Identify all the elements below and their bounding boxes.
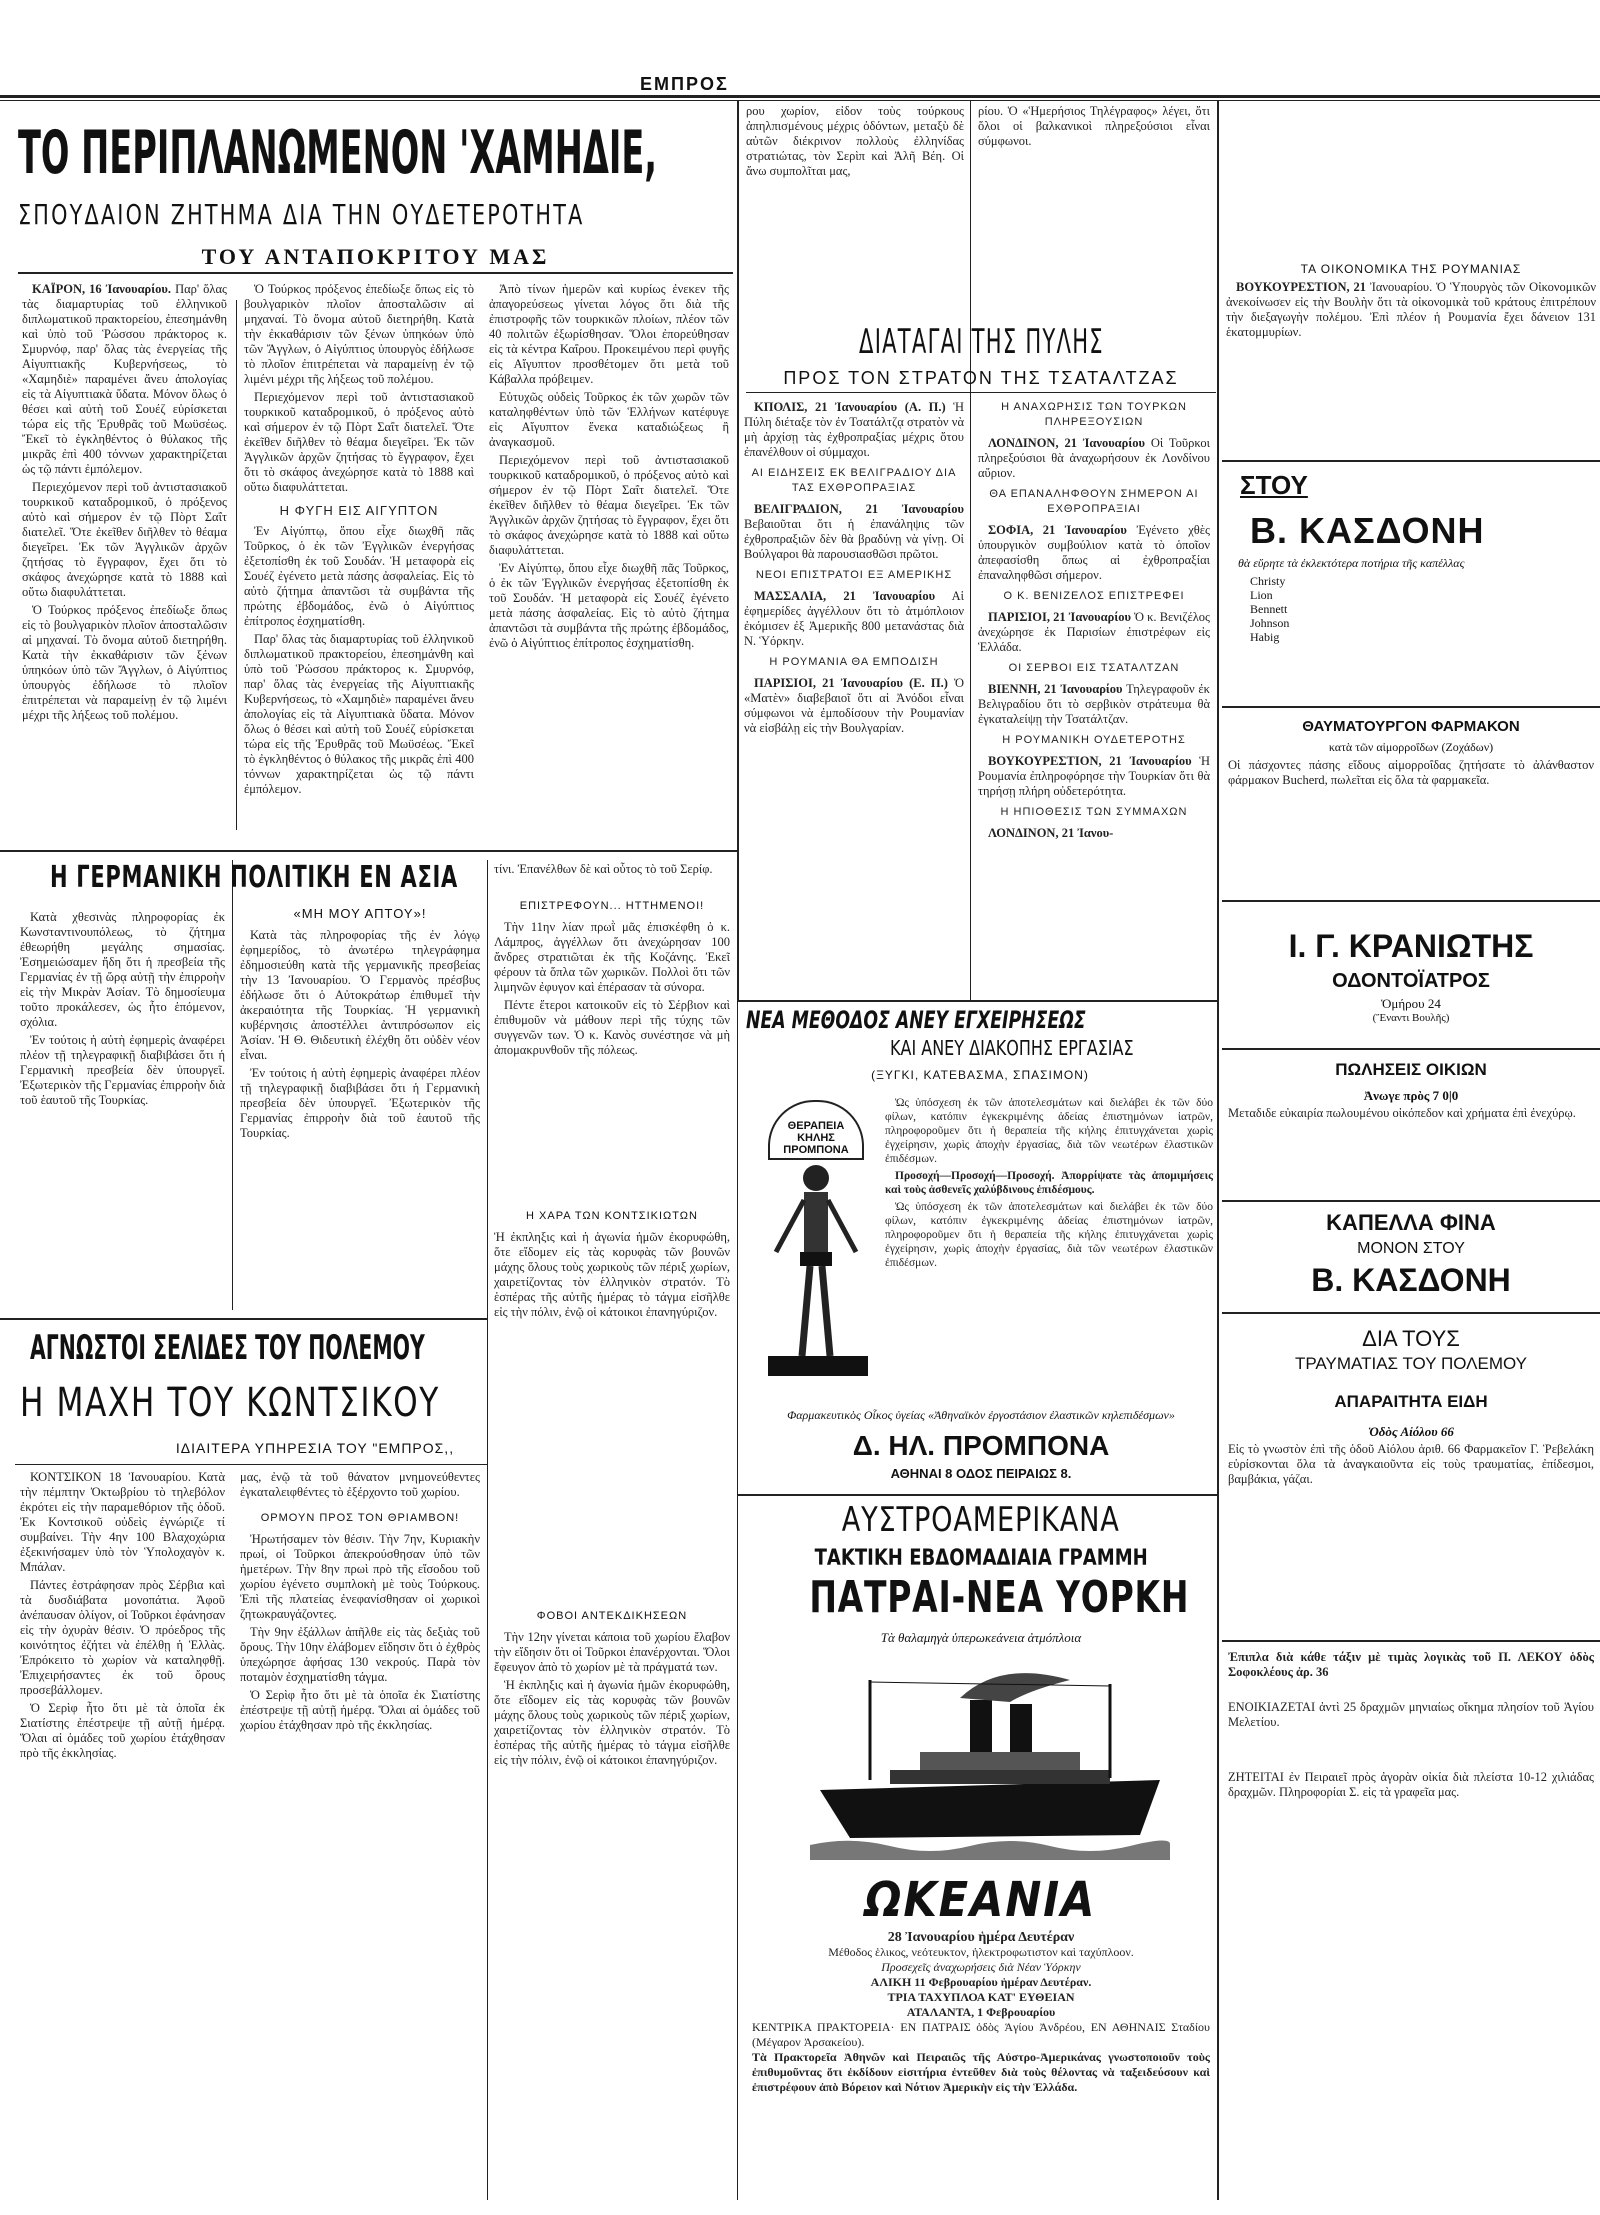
byline: ΤΟΥ ΑΝΤΑΠΟΚΡΙΤΟΥ ΜΑΣ: [201, 244, 550, 269]
romania-finance-text: ΒΟΥΚΟΥΡΕΣΤΙΟΝ, 21 Ἰανουαρίου. Ὁ Ὑπουργὸς τῶν Οἰκονομικῶν ἀνεκοίνωσεν εἰς τὴν Βουλὴν ὅτι τὰ οἰκονομικὰ τοῦ κράτους ἐπιτρέπουν τὴν διεξαγωγὴν πολέμου. Ἐπὶ πλέον ἡ Ρουμανία ἔχει δάνειον 131 ἑκατομμυρίων.: [1226, 280, 1596, 339]
heading-flight-egypt: Η ΦΥΓΗ ΕΙΣ ΑΙΓΥΠΤΟΝ: [279, 503, 439, 518]
ad-dentist-address: Ὁμήρου 24: [1381, 996, 1441, 1011]
ad-house-sales-body: Μεταδιδε εὐκαιρία πωλουμένου οἰκόπεδον καὶ χρήματα ἐπὶ ἐνεχύρῳ.: [1228, 1106, 1576, 1120]
ad-miracle-drug-body: Οἱ πάσχοντες πάσης εἴδους αἱμορροΐδας ζητήσατε τὸ ἀλάνθαστον φάρμακον Bucherd, πωλεῖται εἰς ὅλα τὰ φαρμακεῖα.: [1228, 758, 1594, 787]
ad-hats-only: ΜΟΝΟΝ ΣΤΟΥ: [1357, 1240, 1465, 1257]
heading-joy-kontsikiotes: Η ΧΑΡΑ ΤΩΝ ΚΟΝΤΣΙΚΙΩΤΩΝ: [526, 1210, 698, 1222]
german-policy-col2: Κατὰ τὰς πληροφορίας τῆς ἐν λόγῳ ἐφημερίδος, τὸ ἀνωτέρω τηλεγράφημα ἐδημοσιεύθη κατὰ τῆς γερμανικῆς πρεσβείας τὴν 13 Ἰανουαρίου. Ὁ Γερμανὸς πρέσβυς ἐδήλωσε ὅτι ὁ Αὐτοκράτωρ ἐπιθυμεῖ τὴν ἀκεραιότητα τῆς Τουρκίας. Ἡ γερμανικὴ κυβέρνησις ἀποστέλλει ἀντιπρόσωπον εἰς Ἀσίαν. Ἡ Θ. Θιδευτικὴ ἐλέχθη ὅτι οὐδὲν νέον εἶναι. Ἐν τούτοις ἡ αὐτὴ ἐφημερὶς ἀναφέρει πλέον τῇ τηλεγραφικῇ διαβιβάσει ὅτι ἡ Γερμανικὴ πρεσβεία δὲν ὑπουργεῖ. Ἐξωτερικὸν τῆς Γερμανίας ἐπιρροὴν διὰ τοῦ ἑαυτοῦ τῆς Τουρκίας.: [240, 928, 480, 1140]
battle-col2-top: μας, ἐνῷ τὰ τοῦ θάνατον μνημονεύθεντες ἐγκαταλειφθέντες τὸ ἐξέρχοντο τοῦ χωρίου.: [240, 1470, 480, 1499]
ad-ship-company: ΑΥΣΤΡΟΑΜΕΡΙΚΑΝΑ: [842, 1500, 1120, 1540]
heading-noli-me-tangere: «ΜΗ ΜΟΥ ΑΠΤΟΥ»!: [293, 906, 427, 921]
ad-dentist-address2: (Ἔναντι Βουλῆς): [1372, 1012, 1450, 1024]
col3-continuation: τίνι. Ἐπανέλθων δὲ καὶ οὗτος τὸ τοῦ Σερίφ.: [494, 862, 713, 876]
ad-dentist-name: Ι. Γ. ΚΡΑΝΙΩΤΗΣ: [1288, 928, 1534, 964]
german-policy-col1: Κατὰ χθεσινὰς πληροφορίας ἐκ Κωνσταντινουπόλεως, τὸ ζήτημα ἐθεωρήθη μεγάλης σημασίας. Ἐσημειώσαμεν ἤδη ὅτι ἡ πρεσβεία τῆς Γερμανίας ἐν τῇ ὥρᾳ αὐτῇ τὴν ἐπιρροὴν εἰς τὴν Μικρὰν Ἀσίαν. Τὸ δημοσίευμα τοῦτο προκάλεσεν, ὡς ἦτο ἑπόμενον, σχόλια. Ἐν τούτοις ἡ αὐτὴ ἐφημερὶς ἀναφέρει πλέον τῇ τηλεγραφικῇ διαβιβάσει ὅτι ἡ Γερμανικὴ πρεσβεία δὲν ὑπουργεῖ. Ἐξωτερικὸν τῆς Γερμανίας ἐπιρροὴν διὰ τοῦ ἑαυτοῦ τῆς Τουρκίας.: [20, 910, 225, 1107]
ad-ship-details: 28 Ἰανουαρίου ἡμέρα Δευτέραν Μέθοδος ἑλικος, νεότευκτον, ἠλεκτροφωτιστον καὶ ταχύπλοον. Προσεχεῖς ἀναχωρήσεις διὰ Νέαν Ὑόρκην ΑΛΙΚΗ 11 Φεβρουαρίου ἡμέραν Δευτέραν. ΤΡΙΑ ΤΑΧΥΠΛΟΑ ΚΑΤ' ΕΥΘΕΙΑΝ ΑΤΑΛΑΝΤΑ, 1 Φεβρουαρίου ΚΕΝΤΡΙΚΑ ΠΡΑΚΤΟΡΕΙΑ· ΕΝ ΠΑΤΡΑΙΣ ὁδὸς Ἁγίου Ἀνδρέου, ΕΝ ΑΘΗΝΑΙΣ Σταδίου (Μέγαρον Ἀρσακείου). Τὰ Πρακτορεῖα Ἀθηνῶν καὶ Πειραιῶς τῆς Αὐστρο-Ἀμερικάνας γνωστοποιοῦν τοὺς ἐπιθυμοῦντας ὅτι ἐκδίδουν εἰσιτήρια ἐντεῦθεν διὰ τοὺς θέλοντας νὰ ταξειδεύσουν καὶ ἐπιστρέφουν ἀπὸ Βόρειον καὶ Νότιον Ἀμερικὴν εἰς τὴν Ἑλλάδα.: [752, 1930, 1210, 2094]
ad-ship-subtitle: Τὰ θαλαμηγὰ ὑπερωκεάνεια ἀτμόπλοια: [880, 1630, 1082, 1645]
heading-fear-reprisals: ΦΟΒΟΙ ΑΝΤΕΚΔΙΚΗΣΕΩΝ: [536, 1610, 688, 1622]
ad-kasdoni-name: Β. ΚΑΣΔΟΝΗ: [1250, 510, 1485, 551]
heading-rush-triumph: ΟΡΜΟΥΝ ΠΡΟΣ ΤΟΝ ΘΡΙΑΜΒΟΝ!: [260, 1512, 460, 1524]
ad-hats-title: ΚΑΠΕΛΛΑ ΦΙΝΑ: [1326, 1210, 1496, 1235]
ad-method-footer: Φαρμακευτικὸς Οἶκος ὑγείας «Ἀθηναϊκὸν ἐργοστάσιον ἐλαστικῶν κηλεπιδέσμων»: [787, 1408, 1175, 1422]
ad-furniture: Ἐπιπλα διὰ κάθε τάξιν μὲ τιμὰς λογικὰς τοῦ Π. ΛΕΚΟΥ ὁδὸς Σοφοκλέους ἀρ. 36: [1228, 1650, 1594, 1679]
heading-porte-orders: ΔΙΑΤΑΓΑΙ ΤΗΣ ΠΥΛΗΣ: [858, 322, 1104, 362]
ad-wounded-body: Εἰς τὸ γνωστὸν ἐπὶ τῆς ὁδοῦ Αἰόλου ἀριθ. 66 Φαρμακεῖον Γ. Ῥεβελάκη εὑρίσκονται ὅλα τὰ ἀναγκαιοῦντα εἰς τοὺς τραυματίας, ἐπίδεσμοι, βαμβάκια, γάζαι.: [1228, 1442, 1594, 1486]
ad-wounded-3: ΑΠΑΡΑΙΤΗΤΑ ΕΙΔΗ: [1334, 1392, 1488, 1411]
ad-wounded-4: Ὁδὸς Αἰόλου 66: [1368, 1424, 1454, 1439]
ad-stou-label: ΣΤΟΥ: [1240, 470, 1308, 500]
article-hamidie-col3: Ἀπὸ τίνων ἡμερῶν καὶ κυρίως ἐνεκεν τῆς ἀπαγορεύσεως γίνεται λόγος ὅτι διὰ τῆς ἐπιστροφῆς τῶν τουρκικῶν πλοίων, πλέον τῶν 40 πολιτῶν ἐξωρίσθησαν. Ὅλοι ἐπορεύθησαν εἰς τὰ κέντρα Καΐρου. Προκειμένου περὶ φυγῆς εἰς Αἴγυπτον προσθέτομεν ὅτι μετὰ τοῦ Κάβαλλα πρόβειμεν. Εὐτυχῶς οὐδεὶς Τοῦρκος ἐκ τῶν χωρῶν τῶν καταληφθέντων ὑπὸ τῶν Ἑλλήνων κατέφυγε εἰς Αἴγυπτον ἕνεκα καταδιώξεως ἢ ἀναγκασμοῦ. Περιεχόμενον περὶ τοῦ ἀντιστασιακοῦ τουρκικοῦ καταδρομικοῦ, ὁ πρόξενος αὐτὸ καὶ σήμερον ἐν τῷ Πὸρτ Σαΐτ διατελεῖ. Ὅτε ἐκεῖθεν διῆλθεν τὸ θέαμα διεγεῖρει. Ἐκ τῶν Ἀγγλικῶν ἀρχῶν ζητήσας τὸ ἔγγραφον, ἔχει ὅτι τὸ σκάφος ἀνεχώρησε κατὰ τὸ 1888 καὶ οὕτω διαφυλάττεται. Ἐν Αἰγύπτῳ, ὅπου εἶχε διωχθῆ πᾶς Τοῦρκος, ὁ ἐκ τῶν Ἐγγλικῶν ἐνεργήσας ἐξετοπίσθη ἐκ τοῦ Σουδάν. Ἡ μεταφορὰ εἰς Σουέζ ἐγένετο μετὰ πάσης ἀσφαλείας. Εἰς τὸ αὐτὸ ζήτημα ἀπαντῶσι τὰ συμβάντα τῆς πρώτης ἐβδομάδος, ἐνῶ ὁ Αἰγύπτιος ἐπίτροπος ἐσχηματίσθη.: [489, 282, 729, 650]
ad-method-types: (ΞΥΓΚΙ, ΚΑΤΕΒΑΣΜΑ, ΣΠΑΣΙΜΟΝ): [871, 1068, 1089, 1082]
article-hamidie-col2: Ὁ Τούρκος πρόξενος ἐπεδίωξε ὅπως εἰς τὸ βουλγαρικὸν πλοῖον ἀποσταλῶσιν αἱ μηχαναί. Τὸ ὄνομα αὐτοῦ διετηρήθη. Κατὰ τὴν ἐκκαθάρισιν τῶν ξένων ὑπηκόων ὑπὸ τῶν Ἄγγλων, ὁ Αἰγύπτιος ὑπουργὸς ἐδήλωσε τὸ πλοῖον ἐπιτρέπεται νὰ παραμείνῃ ἐν τῷ λιμένι μέχρι τῆς λήξεως τοῦ πολέμου. Περιεχόμενον περὶ τοῦ ἀντιστασιακοῦ τουρκικοῦ καταδρομικοῦ, ὁ πρόξενος αὐτὸ καὶ σήμερον ἐν τῷ Πὸρτ Σαΐτ διατελεῖ. Ὅτε ἐκεῖθεν διῆλθεν τὸ θέαμα διεγεῖρει. Ἐκ τῶν Ἀγγλικῶν ἀρχῶν ζητήσας τὸ ἔγγραφον, ἔχει ὅτι τὸ σκάφος ἀνεχώρησε κατὰ τὸ 1888 καὶ οὕτω διαφυλάττεται. Η ΦΥΓΗ ΕΙΣ ΑΙΓΥΠΤΟΝ Ἐν Αἰγύπτῳ, ὅπου εἶχε διωχθῆ πᾶς Τοῦρκος, ὁ ἐκ τῶν Ἐγγλικῶν ἐνεργήσας ἐξετοπίσθη ἐκ τοῦ Σουδάν. Ἡ μεταφορὰ εἰς Σουέζ ἐγένετο μετὰ πάσης ἀσφαλείας. Εἰς τὸ αὐτὸ ζήτημα ἀπαντῶσι τὰ συμβάντα τῆς πρώτης ἐβδομάδος, ἐνῶ ὁ Αἰγύπτιος ἐπίτροπος ἐσχηματίσθη. Παρ' ὅλας τὰς διαμαρτυρίας τοῦ ἑλληνικοῦ διπλωματικοῦ πρακτορείου, ἐπεσημάνθη καὶ ὑπὸ τοῦ Ῥώσσου πράκτορος κ. Σμυρνόφ, παρ' ὅλας τὰς ἐνεργείας τῆς Αἰγυπτιακῆς Κυβερνήσεως, τὸ «Χαμηδιὲ» παραμένει ἄνευ ἀπολογίας εἰς τὰ Αἰγυπτιακὰ ὕδατα. Μόνον ὅλως ὁ θέσει καὶ αὐτὴ τοῦ Σουέζ εὑρίσκεται τώρα εἰς τῆς Ἐρυθρᾶς τοῦ Μωϋσέως. Ἔκεῖ τὸ ἐγκληθέντος ὁ θύλακος τῆς μικρᾶς ἐπὶ 400 τόννων χαρακτηρίζεται ὡς τῷ πάντι ἐμπόλεμον.: [244, 282, 474, 796]
ad-ship-name: ΩΚΕΑΝΙΑ: [865, 1872, 1097, 1928]
ad-miracle-drug-title: ΘΑΥΜΑΤΟΥΡΓΟΝ ΦΑΡΜΑΚΟΝ: [1302, 718, 1520, 735]
ad-miracle-drug-sub: κατὰ τῶν αἱμορροΐδων (Ζοχάδων): [1328, 740, 1494, 754]
hernia-illustration: [760, 1096, 875, 1386]
ad-dentist-title: ΟΔΟΝΤΟΪΑΤΡΟΣ: [1332, 970, 1490, 992]
battle-col2: Ἠρωτήσαμεν τὸν θέσιν. Τὴν 7ην, Κυριακὴν πρωί, οἱ Τοῦρκοι ἀπεκρούσθησαν ὑπὸ τῶν ἡμετέρων. Τὴν 8ην πρωὶ πρὸ τῆς εἴσοδου τοῦ χωρίου ἐγένετο συμπλοκὴ μὲ τοὺς Τούρκους. Ἐπὶ τῆς πλατείας ἐνεφανίσθησαν οἱ χωρικοὶ ζητωκραυγάζοντες. Τὴν 9ην ἐξάλλων ἀπῆλθε εἰς τὰς δεξιὰς τοῦ ὄρους. Τὴν 10ην ἐλάβομεν εἴδησιν ὅτι ὁ ἐχθρὸς ὑπεχώρησε ἀφήσας 130 νεκρούς. Παρὰ τὸν ποταμὸν ἐσχηματίσθη τάγμα. Ὁ Σερὶφ ἦτο ὅτι μὲ τὰ ὁποῖα ἐκ Σιατίστης ἐπέστρεψε τῇ αὐτῇ ἡμέρᾳ. Ὅλαι αἱ ὁμάδες τοῦ χωρίου ἐτάχθησαν πρὸ τῆς ἐκκλησίας.: [240, 1532, 480, 1732]
col4-top-text: ρου χωρίον, εἰδον τοὺς τούρκους ἀπηλπισμένους μέχρις ὀδόντων, μεταξὺ δὲ αὐτῶν διέκρινον πολλοὺς ἐλληνίδας στρατιώτας, τὸν Σερὶπ καὶ Ἀλῆ Βέη. Οἱ ἄνω συμπολῖται μας,: [746, 104, 964, 178]
steamship-icon: [810, 1660, 1170, 1860]
subhead-tsataltza: ΠΡΟΣ ΤΟΝ ΣΤΡΑΤΟΝ ΤΗΣ ΤΣΑΤΑΛΤΖΑΣ: [783, 368, 1179, 388]
heading-german-policy: Η ΓΕΡΜΑΝΙΚΗ ΠΟΛΙΤΙΚΗ ΕΝ ΑΣΙΑ: [50, 860, 458, 895]
ad-method-heading: ΝΕΑ ΜΕΘΟΔΟΣ ΑΝΕΥ ΕΓΧΕΙΡΗΣΕΩΣ: [746, 1006, 1086, 1034]
battle-col1: ΚΟΝΤΣΙΚΟΝ 18 Ἰανουαρίου. Κατὰ τὴν πέμπτην Ὀκτωβρίου τὸ τηλεβόλον ἐκρότει εἰς τὴν παραμεθόριον τῆς ὁδοῦ. Ἐκ Κοντσικοῦ οὐδεὶς ἐγνώριζε τί συμβαίνει. Τὴν 4ην 100 Βλαχοχώρια ἐξεκινήσαμεν ὑπὸ τὸν Ὑπολοχαγὸν κ. Μπάλαν. Πάντες ἐστράφησαν πρὸς Σέρβια καὶ τὰ δυσδιάβατα μονοπάτια. Ἀφοῦ ἀνέπαυσαν ὀλίγον, οἱ Τοῦρκοι ἐφάνησαν εἰς τὴν ὀχυρὰν θέσιν. Ὁ πρόεδρος τῆς κοινότητος ἐζήτει νὰ ἐπέλθῃ ἡ Ἑλλὰς. Ἐπρόκειτο τὸ χωρίον νὰ καταληφθῇ. Ἐπιχειρήσαντες ἐκ τοῦ ὄρους προσεβάλλομεν. Ὁ Σερὶφ ἦτο ὅτι μὲ τὰ ὁποῖα ἐκ Σιατίστης ἐπέστρεψε τῇ αὐτῇ ἡμέρᾳ. Ὅλαι αἱ ὁμάδες τοῦ χωρίου ἐτάχθησαν πρὸ τῆς ἐκκλησίας.: [20, 1470, 225, 1760]
ad-house-sales-head: Ἀνωγε πρὸς 7 0|0: [1363, 1088, 1459, 1103]
heading-special-service: ΙΔΙΑΙΤΕΡΑ ΥΠΗΡΕΣΙΑ ΤΟΥ "ΕΜΠΡΟΣ,,: [175, 1440, 455, 1456]
ship-illustration: [810, 1660, 1170, 1860]
article-hamidie-col1: ΚΑΪΡΟΝ, 16 Ἰανουαρίου. Παρ' ὅλας τὰς διαμαρτυρίας τοῦ ἑλληνικοῦ διπλωματικοῦ πρακτορείου, ἐπεσημάνθη καὶ ὑπὸ τοῦ Ῥώσσου πράκτορος κ. Σμυρνόφ, παρ' ὅλας τὰς ἐνεργείας τῆς Αἰγυπτιακῆς Κυβερνήσεως, τὸ «Χαμηδιὲ» παραμένει ἄνευ ἀπολογίας εἰς τὰ Αἰγυπτιακὰ ὕδατα. Μόνον ὅλως ὁ θέσει καὶ αὐτὴ τοῦ Σουέζ εὑρίσκεται τώρα εἰς τῆς Ἐρυθρᾶς τοῦ Μωϋσέως. Ἔκεῖ τὸ ἐγκληθέντος ὁ θύλακος τῆς μικρᾶς ἐπὶ 400 τόννων χαρακτηρίζεται ὡς τῷ πάντι ἐμπόλεμον. Περιεχόμενον περὶ τοῦ ἀντιστασιακοῦ τουρκικοῦ καταδρομικοῦ, ὁ πρόξενος αὐτὸ καὶ σήμερον ἐν τῷ Πὸρτ Σαΐτ διατελεῖ. Ὅτε ἐκεῖθεν διῆλθεν τὸ θέαμα διεγεῖρει. Ἐκ τῶν Ἀγγλικῶν ἀρχῶν ζητήσας τὸ ἔγγραφον, ἔχει ὅτι τὸ σκάφος ἀνεχώρησε κατὰ τὸ 1888 καὶ οὕτω διαφυλάττεται. Ὁ Τούρκος πρόξενος ἐπεδίωξε ὅπως εἰς τὸ βουλγαρικὸν πλοῖον ἀποσταλῶσιν αἱ μηχαναί. Τὸ ὄνομα αὐτοῦ διετηρήθη. Κατὰ τὴν ἐκκαθάρισιν τῶν ξένων ὑπηκόων ὑπὸ τῶν Ἄγγλων, ὁ Αἰγύπτιος ὑπουργὸς ἐδήλωσε τὸ πλοῖον ἐπιτρέπεται νὰ παραμείνῃ ἐν τῷ λιμένι μέχρι τῆς λήξεως τοῦ πολέμου.: [22, 282, 227, 722]
ad-method-address: ΑΘΗΝΑΙ 8 ΟΔΟΣ ΠΕΙΡΑΙΩΣ 8.: [890, 1466, 1072, 1481]
col5-news: Η ΑΝΑΧΩΡΗΣΙΣ ΤΩΝ ΤΟΥΡΚΩΝ ΠΛΗΡΕΞΟΥΣΙΩΝ ΛΟΝΔΙΝΟΝ, 21 Ἰανουαρίου Οἱ Τοῦρκοι πληρεξούσιοι θὰ ἀναχωρήσουν ἐκ Λονδίνου αὔριον. ΘΑ ΕΠΑΝΑΛΗΦΘΟΥΝ ΣΗΜΕΡΟΝ ΑΙ ΕΧΘΡΟΠΡΑΞΙΑΙ ΣΟΦΙΑ, 21 Ἰανουαρίου Ἐγένετο χθὲς ὑπουργικὸν συμβούλιον κατὰ τὸ ὁποῖον ἀπεφασίσθη ὅπως αἱ ἐχθροπραξίαι ἐπαναληφθῶσι σήμερον. Ο Κ. ΒΕΝΙΖΕΛΟΣ ΕΠΙΣΤΡΕΦΕΙ ΠΑΡΙΣΙΟΙ, 21 Ἰανουαρίου Ὁ κ. Βενιζέλος ἀνεχώρησε ἐκ Παρισίων ἐπιστρέφων εἰς Ἑλλάδα. ΟΙ ΣΕΡΒΟΙ ΕΙΣ ΤΣΑΤΑΛΤΖΑΝ ΒΙΕΝΝΗ, 21 Ἰανουαρίου Τηλεγραφοῦν ἐκ Βελιγραδίου ὅτι τὸ σερβικὸν στράτευμα θὰ ἐγκαταλείψῃ τὴν Τσατάλτζαν. Η ΡΟΥΜΑΝΙΚΗ ΟΥΔΕΤΕΡΟΤΗΣ ΒΟΥΚΟΥΡΕΣΤΙΟΝ, 21 Ἰανουαρίου Ἡ Ρουμανία ἐπληροφόρησε τὴν Τουρκίαν ὅτι θὰ τηρήσῃ πλήρη οὐδετερότητα. Η ΗΠΙΟΘΕΣΙΣ ΤΩΝ ΣΥΜΜΑΧΩΝ ΛΟΝΔΙΝΟΝ, 21 Ἰανου-: [978, 401, 1210, 840]
main-headline: ΤΟ ΠΕΡΙΠΛΑΝΩΜΕΝΟΝ 'ΧΑΜΗΔΙΕ,: [18, 118, 658, 188]
ad-wounded-1: ΔΙΑ ΤΟΥΣ: [1362, 1326, 1460, 1351]
article-fear-col3: Τὴν 12ην γίνεται κάποια τοῦ χωρίου ἔλαβον τὴν εἴδησιν ὅτι οἱ Τοῦρκοι ἐπανέρχονται. Ὅλοι ἔφευγον ἀπὸ τὸ χωρίον μὲ τὰ πράγματά των. Ἡ ἐκπληξις καὶ ἡ ἀγωνία ἡμῶν ἐκορυφώθη, ὅτε εἴδομεν εἰς τὰς κορυφὰς τῶν βουνῶν μάχης ὅλους τοὺς χωρικοὺς τῶν πέριξ χωρίων, χαιρετίζοντας τὸν ἑλληνικὸν στρατόν. Τὸ ἑσπέρας τῆς αὐτῆς ἡμέρας τὸ τάγμα εἰσῆλθε εἰς τὴν πόλιν, ἐνῷ οἱ κάτοικοι ἐπανηγύριζον.: [494, 1630, 730, 1767]
hernia-figure: [760, 1156, 875, 1386]
article-return-col3: Τὴν 11ην λίαν πρωῒ μᾶς ἐπισκέφθη ὁ κ. Λάμπρος, ἀγγέλλων ὅτι ἀνεχώρησαν 100 ἄνδρες στρατιῶται ἐκ τῆς Κοζάνης. Ἐκεῖ φέρουν τὰ ὅπλα τῶν χωρικῶν. Πολλοὶ ὅτι τῶν λιμηνῶν ἐφυγον καὶ ἐπέρασαν τὰ σύνορα. Πέντε ἕτεροι κατοικοῦν εἰς τὸ Σέρβιον καὶ ἐπιθυμοῦν νὰ μάθουν περὶ τῆς τύχης τῶν συγγενῶν των. Ὁ κ. Κανὸς συνέστησε νὰ μὴ ἀπομακρυνθοῦν τῆς πόλεως.: [494, 920, 730, 1057]
heading-romania-finance: ΤΑ ΟΙΚΟΝΟΜΙΚΑ ΤΗΣ ΡΟΥΜΑΝΙΑΣ: [1300, 262, 1522, 276]
ad-wanted: ΖΗΤΕΙΤΑΙ ἐν Πειραιεῖ πρὸς ἀγορὰν οἰκία διὰ πλείστα 10-12 χιλιάδας δραχμῶν. Πληροφορίαι Σ. εἰς τὰ γραφεῖα μας.: [1228, 1770, 1594, 1799]
heading-unknown-pages: ΑΓΝΩΣΤΟΙ ΣΕΛΙΔΕΣ ΤΟΥ ΠΟΛΕΜΟΥ: [30, 1328, 425, 1368]
ad-wounded-2: ΤΡΑΥΜΑΤΙΑΣ ΤΟΥ ΠΟΛΕΜΟΥ: [1294, 1354, 1528, 1373]
col4-news: ΚΠΟΛΙΣ, 21 Ἰανουαρίου (Α. Π.) Ἡ Πύλη διέταξε τὸν ἐν Τσατάλτζᾳ στρατὸν νὰ μὴ ἀρχίσῃ τὰς ἐχθροπραξίας μέχρις ὅτου ἐπανέλθουν οἱ σύμμαχοι. ΑΙ ΕΙΔΗΣΕΙΣ ΕΚ ΒΕΛΙΓΡΑΔΙΟΥ ΔΙΑ ΤΑΣ ΕΧΘΡΟΠΡΑΞΙΑΣ ΒΕΛΙΓΡΑΔΙΟΝ, 21 Ἰανουαρίου Βεβαιοῦται ὅτι ἡ ἐπανάληψις τῶν ἐχθροπραξιῶν δὲν θὰ βραδύνῃ νὰ γίνῃ. Οἱ Βούλγαροι θὰ παρουσιασθῶσι πρῶτοι. ΝΕΟΙ ΕΠΙΣΤΡΑΤΟΙ ΕΞ ΑΜΕΡΙΚΗΣ ΜΑΣΣΑΛΙΑ, 21 Ἰανουαρίου Αἱ ἐφημερίδες ἀγγέλλουν ὅτι τὸ ἀτμόπλοιον ἐκόμισεν ἐξ Ἀμερικῆς 800 μετανάστας διὰ Ν. Ὑόρκην. Η ΡΟΥΜΑΝΙΑ ΘΑ ΕΜΠΟΔΙΣΗ ΠΑΡΙΣΙΟΙ, 21 Ἰανουαρίου (Ε. Π.) Ὁ «Ματὲν» διαβεβαιοῖ ὅτι αἱ Ἀνόδοι εἶναι σύμφωνοι νὰ ἐμποδίσουν τὴν Ρουμανίαν νὰ εἰσβάλῃ εἰς τὴν Βουλγαρίαν.: [744, 400, 964, 735]
ad-method-subheading: ΚΑΙ ΑΝΕΥ ΔΙΑΚΟΠΗΣ ΕΡΓΑΣΙΑΣ: [890, 1036, 1134, 1060]
heading-return-defeated: ΕΠΙΣΤΡΕΦΟΥΝ... ΗΤΤΗΜΕΝΟΙ!: [519, 900, 705, 912]
ad-hats-name: Β. ΚΑΣΔΟΝΗ: [1311, 1262, 1511, 1298]
ad-kasdoni-tagline: θὰ εὕρητε τὰ ἐκλεκτότερα ποτήρια τῆς καπέλλας: [1238, 556, 1465, 570]
main-subhead: ΣΠΟΥΔΑΙΟΝ ΖΗΤΗΜΑ ΔΙΑ ΤΗΝ ΟΥΔΕΤΕΡΟΤΗΤΑ: [18, 198, 585, 231]
ad-house-sales-title: ΠΩΛΗΣΕΙΣ ΟΙΚΙΩΝ: [1335, 1060, 1487, 1079]
ad-method-company: Δ. ΗΛ. ΠΡΟΜΠΟΝΑ: [852, 1430, 1110, 1461]
ad-method-body: Ὡς ὑπόσχεση ἐκ τῶν ἀποτελεσμάτων καὶ διελάβει ἐκ τῶν δύο φίλων, κατόπιν ἐγκεκριμένης ἀδείας ἐπιστημόνων ἰατρῶν, πληροφοροῦμεν ὅτι ἡ θεραπεία τῆς κήλης ἐπιτυγχάνεται χωρὶς ἐγχείρησιν, χωρὶς ἀποχὴν ἐργασίας, διὰ τῶν νεωτέρων ἐλαστικῶν ἐπιδέσμων. Προσοχή—Προσοχή—Προσοχή. Ἀπορρίψατε τὰς ἀπομιμήσεις καὶ τοὺς ἀσθενεῖς χαλύβδινους ἐπιδέσμους. Ὡς ὑπόσχεση ἐκ τῶν ἀποτελεσμάτων καὶ διελάβει ἐκ τῶν δύο φίλων, κατόπιν ἐγκεκριμένης ἀδείας ἐπιστημόνων ἰατρῶν, πληροφοροῦμεν ὅτι ἡ θεραπεία τῆς κήλης ἐπιτυγχάνεται χωρὶς ἐγχείρησιν, χωρὶς ἀποχὴν ἐργασίας, διὰ τῶν νεωτέρων ἐλαστικῶν ἐπιδέσμων.: [885, 1097, 1213, 1269]
article-joy-col3: Ἡ ἐκπληξις καὶ ἡ ἀγωνία ἡμῶν ἐκορυφώθη, ὅτε εἴδομεν εἰς τὰς κορυφὰς τῶν βουνῶν μάχης ὅλους τοὺς χωρικοὺς τῶν πέριξ χωρίων, χαιρετίζοντας τὸν ἑλληνικὸν στρατόν. Τὸ ἑσπέρας τῆς αὐτῆς ἡμέρας τὸ τάγμα εἰσῆλθε εἰς τὴν πόλιν, ἐνῷ οἱ κάτοικοι ἐπανηγύριζον.: [494, 1230, 730, 1319]
ad-ship-route: ΠΑΤΡΑΙ-ΝΕΑ ΥΟΡΚΗ: [809, 1572, 1190, 1623]
ad-rent: ΕΝΟΙΚΙΑΖΕΤΑΙ ἀντὶ 25 δραχμῶν μηνιαίως οἴκημα πλησίον τοῦ Ἁγίου Μελετίου.: [1228, 1700, 1594, 1729]
heading-battle-kontsiko: Η ΜΑΧΗ ΤΟΥ ΚΩΝΤΣΙΚΟΥ: [20, 1380, 440, 1426]
ad-ship-line: ΤΑΚΤΙΚΗ ΕΒΔΟΜΑΔΙΑΙΑ ΓΡΑΜΜΗ: [814, 1546, 1148, 1571]
masthead-title: ΕΜΠΡΟΣ: [640, 74, 729, 94]
col5-top-text: ρίου. Ὁ «Ἡμερήσιος Τηλέγραφος» λέγει, ὅτι ὅλοι οἱ βαλκανικοὶ πληρεξούσιοι εἶναι σύμφωνοι.: [978, 104, 1210, 148]
ad-brands-list: Christy Lion Bennett Johnson Habig: [1250, 574, 1290, 644]
hernia-banner: ΘΕΡΑΠΕΙΑ ΚΗΛΗΣ ΠΡΟΜΠΟΝΑ: [783, 1120, 849, 1156]
